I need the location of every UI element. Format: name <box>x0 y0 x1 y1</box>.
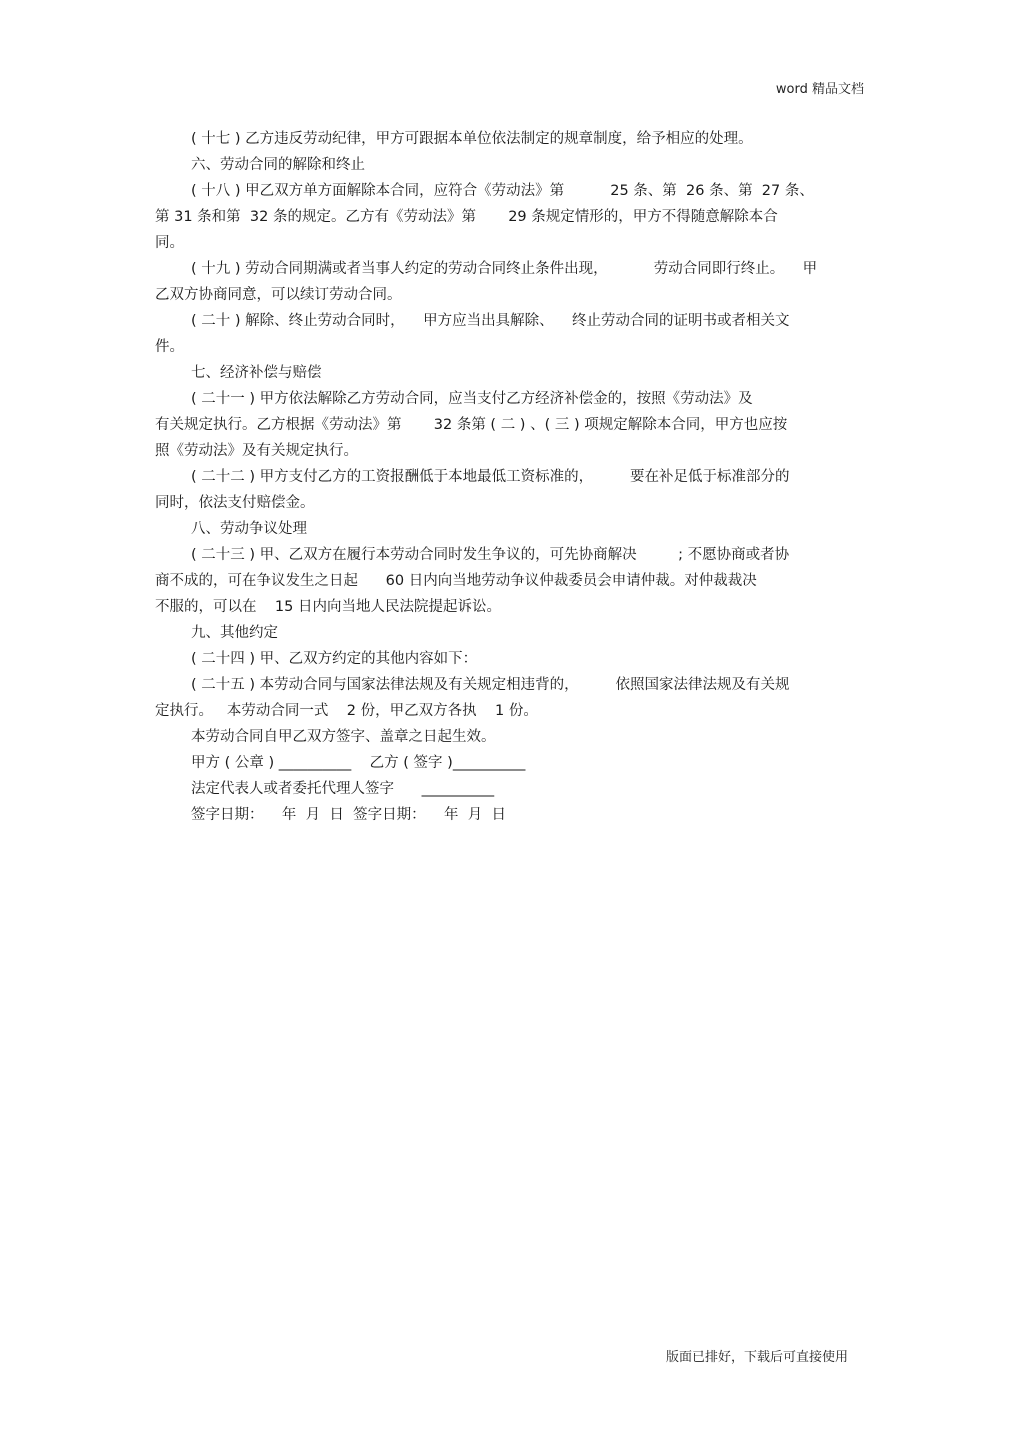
section-heading-6: 六、劳动合同的解除和终止 <box>191 157 365 173</box>
section-heading-7: 七、经济补偿与赔偿 <box>191 365 322 381</box>
clause-25-line-1: ( 二十五 ) 本劳动合同与国家法律法规及有关规定相违背的， 依照国家法律法规及有关规 <box>191 677 790 693</box>
clause-24: ( 二十四 ) 甲、乙双方约定的其他内容如下： <box>191 651 478 667</box>
clause-21-line-3: 照《劳动法》及有关规定执行。 <box>155 443 358 459</box>
signature-parties: 甲方 ( 公章 ) __________ 乙方 ( 签字 )__________ <box>191 755 526 771</box>
signature-dates: 签字日期： 年 月 日 签字日期： 年 月 日 <box>191 807 506 823</box>
clause-18-line-2: 第 31 条和第 32 条的规定。乙方有《劳动法》第 29 条规定情形的，甲方不得随意解除本合 <box>155 209 778 225</box>
clause-18-line-3: 同。 <box>155 235 184 251</box>
clause-19-line-2: 乙双方协商同意，可以续订劳动合同。 <box>155 287 402 303</box>
clause-21-line-2: 有关规定执行。乙方根据《劳动法》第 32 条第 ( 二 ) 、( 三 ) 项规定解除本合同，甲方也应按 <box>155 417 788 433</box>
section-heading-9: 九、其他约定 <box>191 625 278 641</box>
contract-body <box>155 126 870 828</box>
signature-representative: 法定代表人或者委托代理人签字 __________ <box>191 781 495 797</box>
clause-23-line-1: ( 二十三 ) 甲、乙双方在履行本劳动合同时发生争议的，可先协商解决 ; 不愿协商或者协 <box>191 547 790 563</box>
clause-25-line-2: 定执行。 本劳动合同一式 2 份，甲乙双方各执 1 份。 <box>155 703 538 719</box>
clause-21-line-1: ( 二十一 ) 甲方依法解除乙方劳动合同，应当支付乙方经济补偿金的，按照《劳动法》及 <box>191 391 753 407</box>
page-footer: 版面已排好，下载后可直接使用 <box>665 1350 848 1365</box>
clause-20-line-2: 件。 <box>155 339 184 355</box>
clause-19-line-1: ( 十九 ) 劳动合同期满或者当事人约定的劳动合同终止条件出现， 劳动合同即行终止。 甲 <box>191 261 818 277</box>
clause-22-line-2: 同时，依法支付赔偿金。 <box>155 495 315 511</box>
page-header: word 精品文档 <box>775 82 864 97</box>
section-heading-8: 八、劳动争议处理 <box>191 521 307 537</box>
effective-statement: 本劳动合同自甲乙双方签字、盖章之日起生效。 <box>191 729 496 745</box>
clause-23-line-3: 不服的，可以在 15 日内向当地人民法院提起诉讼。 <box>155 599 501 615</box>
clause-18-line-1: ( 十八 ) 甲乙双方单方面解除本合同，应符合《劳动法》第 25 条、第 26 条、第 27 条、 <box>191 183 814 199</box>
clause-23-line-2: 商不成的，可在争议发生之日起 60 日内向当地劳动争议仲裁委员会申请仲裁。对仲裁裁决 <box>155 573 757 589</box>
clause-17: ( 十七 ) 乙方违反劳动纪律，甲方可跟据本单位依法制定的规章制度，给予相应的处理。 <box>191 131 753 147</box>
clause-22-line-1: ( 二十二 ) 甲方支付乙方的工资报酬低于本地最低工资标准的， 要在补足低于标准部分的 <box>191 469 790 485</box>
clause-20-line-1: ( 二十 ) 解除、终止劳动合同时， 甲方应当出具解除、 终止劳动合同的证明书或者相关文 <box>191 313 790 329</box>
